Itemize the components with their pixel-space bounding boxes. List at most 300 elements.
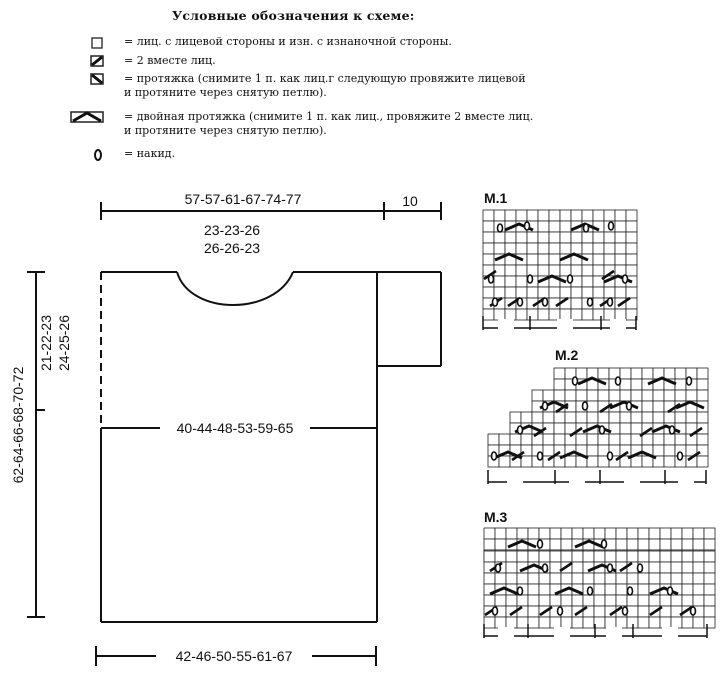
chart-cell [660, 573, 671, 584]
chart-cell [649, 551, 660, 562]
chart-cell [516, 232, 527, 243]
chart-cell [495, 595, 506, 606]
chart-cell [653, 434, 664, 445]
chart-cell [675, 434, 686, 445]
yarn-over-symbol [525, 222, 530, 230]
chart-cell [626, 265, 637, 276]
chart-cell [495, 617, 506, 628]
chart-cell [642, 434, 653, 445]
chart-cell [626, 243, 637, 254]
chest-width-label: 40-44-48-53-59-65 [176, 420, 294, 436]
chart-cell [653, 390, 664, 401]
chart-cell [561, 539, 572, 550]
chart-cell [704, 539, 715, 550]
chart-cell [505, 309, 516, 320]
chart-cell [704, 573, 715, 584]
chart-cell [582, 265, 593, 276]
yarn-over-symbol [608, 452, 613, 460]
chart-cell [664, 390, 675, 401]
chart-cell [576, 412, 587, 423]
chart-cell [554, 390, 565, 401]
chart-cell [532, 434, 543, 445]
chart-cell [582, 243, 593, 254]
chart-cell [510, 434, 521, 445]
chart-cell [615, 254, 626, 265]
chart-cell [516, 287, 527, 298]
chart-cell [627, 562, 638, 573]
chart-cell [494, 309, 505, 320]
chart-cell [483, 221, 494, 232]
chart-cell [560, 210, 571, 221]
chart-cell [642, 412, 653, 423]
neck-width-label-1: 23-23-26 [203, 222, 261, 238]
yarn-over-symbol [670, 426, 675, 434]
chart-cell [571, 265, 582, 276]
chart-cell [615, 210, 626, 221]
chart-cell [505, 265, 516, 276]
chart-cell [697, 434, 708, 445]
chart-cell [550, 562, 561, 573]
chart-cell [517, 573, 528, 584]
chart-cell [642, 456, 653, 467]
chart-cell [594, 606, 605, 617]
chart-cell [675, 368, 686, 379]
chart-cell [631, 456, 642, 467]
chart-cell [494, 232, 505, 243]
chart-cell [587, 401, 598, 412]
chart-cell [506, 562, 517, 573]
chart-cell [516, 276, 527, 287]
chart-cell [554, 412, 565, 423]
chart-cell [576, 390, 587, 401]
yarn-over-symbol [691, 607, 696, 615]
chart-cell [560, 309, 571, 320]
chart-cell [649, 595, 660, 606]
chart-cell [561, 528, 572, 539]
chart-cell [660, 617, 671, 628]
legend-text-k2tog: = 2 вместе лиц. [124, 54, 216, 67]
chart-cell [587, 412, 598, 423]
chart-cell [605, 584, 616, 595]
yarn-over-symbol [668, 587, 673, 595]
chart-cell [538, 232, 549, 243]
chart-cell [483, 309, 494, 320]
chart-cell [484, 539, 495, 550]
chart-cell [671, 562, 682, 573]
yarn-over-symbol [588, 298, 593, 306]
chart-cell [642, 401, 653, 412]
chart-cell [675, 412, 686, 423]
yarn-over-symbol [492, 452, 497, 460]
chart-cell [543, 434, 554, 445]
chart-cell [627, 528, 638, 539]
chart-cell [495, 551, 506, 562]
chart-cell [605, 573, 616, 584]
chart-cell [604, 254, 615, 265]
chart-cell [704, 584, 715, 595]
chart-cell [538, 221, 549, 232]
chart-cell [571, 232, 582, 243]
chart-cell [675, 379, 686, 390]
chart-cell [499, 456, 510, 467]
chart-cell [697, 379, 708, 390]
chart-cell [506, 528, 517, 539]
chart-cell [484, 573, 495, 584]
chart-cell [615, 309, 626, 320]
chart-cell [660, 595, 671, 606]
chart-cell [538, 287, 549, 298]
chart-cell [615, 232, 626, 243]
chart-cell [499, 434, 510, 445]
yarn-over-symbol [538, 452, 543, 460]
chart-cell [583, 617, 594, 628]
chart-cell [638, 606, 649, 617]
total-length-label: 62-64-66-68-70-72 [10, 366, 26, 484]
chart-cell [664, 412, 675, 423]
chart-cell [527, 309, 538, 320]
chart-cell [693, 617, 704, 628]
yarn-over-symbol [496, 564, 501, 572]
neck-width-label-2: 26-26-23 [203, 240, 261, 256]
chart-cell [609, 412, 620, 423]
chart-cell [693, 539, 704, 550]
chart-cell [693, 595, 704, 606]
chart-cell [527, 265, 538, 276]
chart-cell [550, 573, 561, 584]
chart-cell [538, 309, 549, 320]
chart-cell [686, 412, 697, 423]
chart-cell [560, 232, 571, 243]
yarn-over-symbol [543, 402, 548, 410]
chart-cell [543, 445, 554, 456]
chart-cell [660, 551, 671, 562]
chart-cell [528, 528, 539, 539]
chart-cell [565, 390, 576, 401]
chart-cell [495, 573, 506, 584]
chart-cell [582, 287, 593, 298]
chart-cell [571, 298, 582, 309]
chart-cell [682, 562, 693, 573]
chart-cell [594, 551, 605, 562]
chart-cell [604, 232, 615, 243]
chart-cell [483, 243, 494, 254]
chart-cell [554, 368, 565, 379]
chart-cell [528, 617, 539, 628]
yarn-over-symbol [623, 275, 628, 283]
chart-cell [516, 309, 527, 320]
sleeve-width-label: 10 [402, 193, 418, 209]
yarn-over-symbol [687, 377, 692, 385]
chart-cell [682, 617, 693, 628]
chart-cell [572, 551, 583, 562]
chart-cell [620, 434, 631, 445]
chart-m2 [488, 368, 708, 490]
chart-cell [583, 528, 594, 539]
chart-cell [549, 309, 560, 320]
chart-title-m2: M.2 [555, 347, 579, 363]
chart-cell [572, 595, 583, 606]
chart-cell [517, 595, 528, 606]
chart-cell [671, 528, 682, 539]
chart-cell [682, 584, 693, 595]
chart-cell [627, 595, 638, 606]
chart-cell [626, 221, 637, 232]
chart-cell [571, 287, 582, 298]
chart-cell [638, 573, 649, 584]
chart-cell [521, 412, 532, 423]
yarn-over-symbol [584, 224, 589, 232]
chart-cell [649, 539, 660, 550]
chart-cell [583, 551, 594, 562]
chart-title-m3: M.3 [484, 509, 508, 525]
chart-cell [704, 528, 715, 539]
chart-cell [682, 551, 693, 562]
chart-cell [593, 309, 604, 320]
chart-cell [693, 551, 704, 562]
chart-cell [549, 243, 560, 254]
chart-cell [605, 528, 616, 539]
chart-cell [598, 390, 609, 401]
chart-cell [609, 390, 620, 401]
chart-cell [571, 243, 582, 254]
chart-cell [510, 412, 521, 423]
yarn-over-symbol [518, 426, 523, 434]
yarn-over-symbol [588, 587, 593, 595]
chart-cell [561, 573, 572, 584]
chart-cell [483, 254, 494, 265]
chart-cell [521, 456, 532, 467]
chart-cell [616, 584, 627, 595]
chart-cell [693, 562, 704, 573]
chart-cell [549, 210, 560, 221]
garment-outline [101, 272, 441, 622]
chart-cell [484, 551, 495, 562]
chart-cell [682, 528, 693, 539]
chart-cell [616, 551, 627, 562]
chart-cell [484, 595, 495, 606]
yarn-over-symbol [518, 298, 523, 306]
chart-cell [506, 595, 517, 606]
chart-cell [538, 254, 549, 265]
chart-cell [505, 276, 516, 287]
chart-cell [660, 562, 671, 573]
chart-cell [697, 368, 708, 379]
yarn-over-symbol [678, 452, 683, 460]
chart-m1 [483, 210, 637, 336]
chart-cell [593, 265, 604, 276]
chart-cell [516, 210, 527, 221]
chart-cell [527, 210, 538, 221]
chart-cell [561, 595, 572, 606]
chart-cell [616, 573, 627, 584]
chart-cell [664, 368, 675, 379]
chart-cell [554, 434, 565, 445]
chart-cell [549, 254, 560, 265]
chart-cell [609, 434, 620, 445]
yarn-over-symbol [498, 224, 503, 232]
chart-cell [664, 434, 675, 445]
chart-cell [554, 379, 565, 390]
yarn-over-symbol [538, 540, 543, 548]
chart-cell [616, 528, 627, 539]
chart-cell [539, 595, 550, 606]
chart-cell [572, 562, 583, 573]
chart-cell [593, 287, 604, 298]
chart-cell [653, 445, 664, 456]
chart-cell [631, 423, 642, 434]
yarn-over-symbol [616, 377, 621, 385]
chart-cell [582, 210, 593, 221]
chart-cell [587, 445, 598, 456]
chart-cell [483, 287, 494, 298]
chart-cell [539, 584, 550, 595]
chart-cell [593, 254, 604, 265]
chart-cell [550, 595, 561, 606]
chart-cell [682, 539, 693, 550]
chart-cell [693, 584, 704, 595]
chart-cell [483, 210, 494, 221]
chart-cell [505, 287, 516, 298]
chart-cell [527, 254, 538, 265]
chart-cell [549, 221, 560, 232]
chart-cell [642, 390, 653, 401]
chart-cell [571, 309, 582, 320]
chart-cell [693, 573, 704, 584]
chart-cell [671, 573, 682, 584]
chart-cell [572, 573, 583, 584]
chart-cell [572, 617, 583, 628]
yarn-over-symbol [627, 402, 632, 410]
chart-cell [664, 456, 675, 467]
chart-cell [550, 539, 561, 550]
yarn-over-symbol [558, 607, 563, 615]
chart-cell [626, 232, 637, 243]
chart-cell [571, 210, 582, 221]
yarn-over-symbol [623, 607, 628, 615]
yarn-over-symbol [493, 298, 498, 306]
chart-cell [620, 379, 631, 390]
armhole-label-1: 21-22-23 [38, 314, 54, 372]
chart-cell [649, 528, 660, 539]
chart-cell [517, 606, 528, 617]
chart-cell [620, 412, 631, 423]
chart-cell [638, 595, 649, 606]
chart-cell [561, 551, 572, 562]
legend-text-double-slip: = двойная протяжка (снимите 1 п. как лиц., провяжите 2 вместе лиц. и протяните через снятую петлю). [124, 110, 534, 137]
chart-cell [605, 617, 616, 628]
chart-cell [550, 551, 561, 562]
chart-cell [616, 539, 627, 550]
chart-cell [527, 287, 538, 298]
chart-cell [484, 528, 495, 539]
chart-cell [528, 606, 539, 617]
chart-cell [604, 309, 615, 320]
chart-cell [516, 265, 527, 276]
chart-cell [505, 243, 516, 254]
chart-cell [549, 265, 560, 276]
chart-cell [653, 412, 664, 423]
chart-cell [697, 423, 708, 434]
chart-cell [660, 528, 671, 539]
chart-cell [631, 412, 642, 423]
chart-cell [616, 617, 627, 628]
yarn-over-symbol [518, 587, 523, 595]
chart-cell [494, 243, 505, 254]
chart-cell [638, 617, 649, 628]
yarn-over-symbol [573, 377, 578, 385]
chart-cell [671, 617, 682, 628]
chart-cell [517, 617, 528, 628]
chart-cell [682, 595, 693, 606]
legend-text-yarn-over: = накид. [124, 147, 176, 160]
chart-cell [697, 390, 708, 401]
chart-cell [565, 456, 576, 467]
chart-cell [598, 412, 609, 423]
chart-cell [550, 528, 561, 539]
chart-cell [649, 573, 660, 584]
yarn-over-symbol [489, 275, 494, 283]
chart-cell [495, 539, 506, 550]
chart-cell [528, 595, 539, 606]
chart-cell [627, 551, 638, 562]
chart-cell [638, 528, 649, 539]
yarn-over-symbol [493, 607, 498, 615]
chart-cell [598, 434, 609, 445]
chart-cell [594, 595, 605, 606]
chart-cell [594, 573, 605, 584]
chart-cell [554, 423, 565, 434]
chart-cell [642, 379, 653, 390]
chart-cell [582, 309, 593, 320]
chart-cell [605, 595, 616, 606]
chart-cell [561, 617, 572, 628]
chart-cell [560, 221, 571, 232]
chart-cell [626, 287, 637, 298]
chart-cell [549, 287, 560, 298]
chart-cell [506, 551, 517, 562]
chart-cell [495, 528, 506, 539]
chart-cell [649, 617, 660, 628]
chart-cell [671, 595, 682, 606]
chart-cell [576, 434, 587, 445]
chart-cell [627, 573, 638, 584]
chart-cell [532, 390, 543, 401]
yarn-over-symbol [583, 402, 588, 410]
chart-cell [675, 423, 686, 434]
chart-cell [627, 606, 638, 617]
chart-cell [527, 232, 538, 243]
chart-cell [675, 390, 686, 401]
chart-cell [528, 573, 539, 584]
legend-text-knit: = лиц. с лицевой стороны и изн. с изнаночной стороны. [124, 35, 452, 48]
chart-cell [538, 265, 549, 276]
chart-cell [484, 617, 495, 628]
chart-cell [521, 434, 532, 445]
chart-cell [594, 528, 605, 539]
chart-cell [660, 539, 671, 550]
chart-cell [615, 287, 626, 298]
chart-cell [704, 606, 715, 617]
chart-cell [620, 368, 631, 379]
chart-cell [582, 276, 593, 287]
legend-title: Условные обозначения к схеме: [172, 8, 415, 23]
chart-cell [505, 232, 516, 243]
chart-cell [631, 379, 642, 390]
chart-cell [538, 243, 549, 254]
chart-cell [483, 232, 494, 243]
chart-cell [494, 210, 505, 221]
chart-cell [704, 551, 715, 562]
